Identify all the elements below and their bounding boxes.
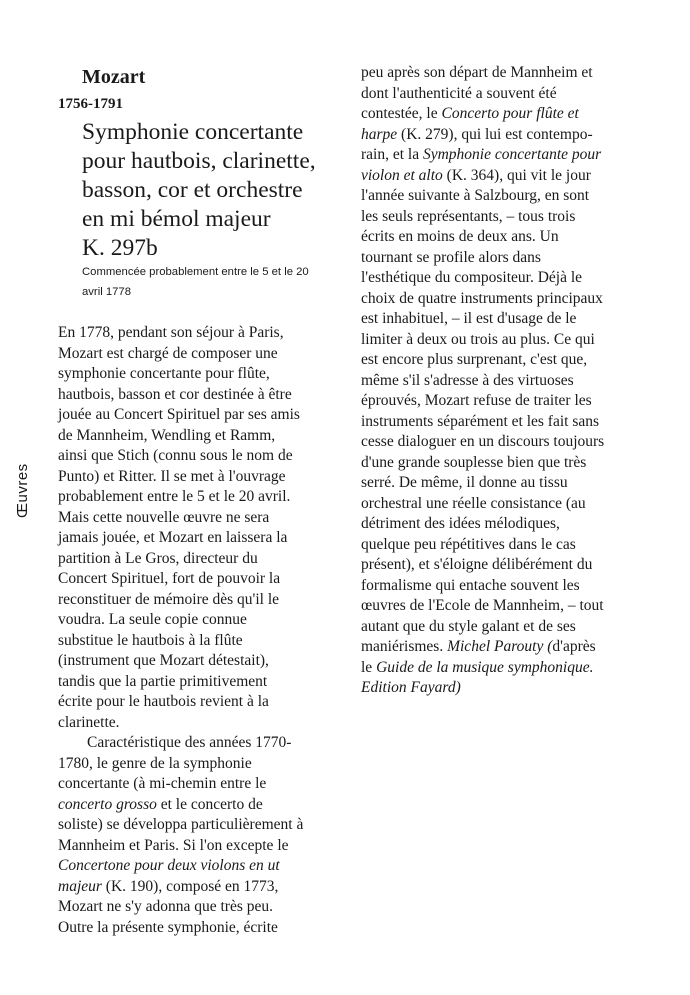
source-title: Guide de la musique symphonique. [376,658,594,676]
text-line: jouée au Concert Spirituel par ses amis [58,406,300,423]
text-line: quelque peu répétitives dans le cas [361,535,576,553]
composition-date-note [82,262,352,302]
text-line: substitue le hautbois à la flûte [58,631,243,649]
text-line: Outre la présente symphonie, écrite [58,918,278,936]
text-line [361,166,671,187]
text-span: maniérismes. [361,638,448,655]
text-line: (instrument que Mozart détestait), [58,652,269,669]
italic-title: harpe [361,125,398,143]
text-line: peu après son départ de Mannheim et [361,64,593,81]
work-title [82,118,358,263]
right-text-column [361,63,671,699]
text-line: Concert Spirituel, fort de pouvoir la [58,570,281,587]
text-span: d'après [552,638,596,655]
text-span: rain, et la [361,146,423,163]
italic-term: concerto grosso [58,795,157,813]
subtitle-line: Commencée probablement entre le 5 et le 20 [82,266,309,278]
text-line: Mais cette nouvelle œuvre ne sera [58,508,270,526]
text-line: de Mannheim, Wendling et Ramm, [58,426,276,444]
text-line: présent), et s'éloigne délibérément du [361,556,593,573]
title-line: pour hautbois, clarinette, [82,148,316,174]
composer-dates: 1756-1791 [58,96,123,112]
text-line: Mozart est chargé de composer une [58,344,278,362]
paragraph-first-line: Caractéristique des années 1770- [87,734,292,751]
italic-title: majeur [58,877,102,895]
text-line: concertante (à mi-chemin entre le [58,775,267,792]
title-line: basson, cor et orchestre [82,177,303,203]
text-line [361,637,671,658]
title-line: K. 297b [82,235,158,261]
text-line: hautbois, basson et cor destinée à être [58,385,292,403]
text-line: Punto) et Ritter. Il se met à l'ouvrage [58,467,286,485]
text-line: éprouvés, Mozart refuse de traiter les [361,392,592,409]
text-line [361,125,671,146]
text-line [58,795,358,816]
text-line: orchestral une réelle consistance (au [361,494,586,512]
text-line: ainsi que Stich (connu sous le nom de [58,447,293,464]
italic-title: violon et alto [361,166,443,184]
text-line: d'une grande souplesse bien que très [361,453,587,471]
text-line [361,658,671,679]
text-line [361,678,671,699]
text-line: choix de quatre instruments principaux [361,289,603,307]
text-line: l'année suivante à Salzbourg, en sont [361,187,590,204]
text-line [361,145,671,166]
text-line: voudra. La seule copie connue [58,611,247,628]
left-text-column [58,323,358,938]
italic-title: Concertone pour deux violons en ut [58,857,280,874]
text-line: les seuls représentants, – tous trois [361,207,576,225]
text-span: (K. 279), qui lui est contempo- [397,125,593,143]
text-line [58,856,358,877]
text-line: partition à Le Gros, directeur du [58,549,258,567]
text-span: le [361,658,377,676]
author-credit: Michel Parouty ( [447,638,553,655]
text-line: Mannheim et Paris. Si l'on excepte le [58,836,289,854]
text-line: l'esthétique du compositeur. Déjà le [361,269,583,286]
text-line: 1780, le genre de la symphonie [58,754,252,772]
text-line: formalisme qui entache souvent les [361,576,580,594]
text-line: tournant se profile alors dans [361,248,541,266]
section-side-label: Œuvres [14,463,31,518]
text-line: serré. De même, il donne au tissu [361,474,568,491]
text-line: même s'il s'adresse à des virtuoses [361,371,574,389]
subtitle-line: avril 1778 [82,286,131,298]
title-line: en mi bémol majeur [82,206,271,232]
text-span: (K. 190), composé en 1773, [101,877,279,895]
text-line: Mozart ne s'y adonna que très peu. [58,898,273,915]
text-line: probablement entre le 5 et le 20 avril. [58,488,291,505]
text-line: écrite pour le hautbois revient à la [58,693,269,710]
text-line [361,104,671,125]
text-line: En 1778, pendant son séjour à Paris, [58,324,284,341]
text-span: (K. 364), qui vit le jour [442,166,591,184]
text-span: et le concerto de [156,795,263,813]
text-line: est inhabituel, – il est d'usage de le [361,310,577,327]
composer-name: Mozart [82,66,146,88]
text-span: contestée, le [361,105,442,122]
text-line: œuvres de l'Ecole de Mannheim, – tout [361,597,604,614]
italic-title: Concerto pour flûte et [441,105,579,122]
text-line: dont l'authenticité a souvent été [361,84,557,102]
text-line: instruments séparément et les fait sans [361,412,600,430]
text-line: cesse dialoguer en un discours toujours [361,433,605,450]
text-line: tandis que la partie primitivement [58,672,268,690]
text-line: jamais jouée, et Mozart en laissera la [58,529,288,546]
text-line: clarinette. [58,713,120,731]
text-line: symphonie concertante pour flûte, [58,365,270,382]
text-line: écrits en moins de deux ans. Un [361,228,559,245]
text-line: détriment des idées mélodiques, [361,515,560,532]
text-line: limiter à deux ou trois au plus. Ce qui [361,330,595,348]
text-line: est encore plus surprenant, c'est que, [361,351,588,368]
title-line: Symphonie concertante [82,119,304,145]
text-line [58,877,358,898]
text-line: autant que du style galant et de ses [361,617,576,635]
italic-title: Symphonie concertante pour [422,146,602,163]
text-line: soliste) se développa particulièrement à [58,816,304,833]
publisher-credit: Edition Fayard) [361,679,461,696]
text-line: reconstituer de mémoire dès qu'il le [58,590,280,608]
